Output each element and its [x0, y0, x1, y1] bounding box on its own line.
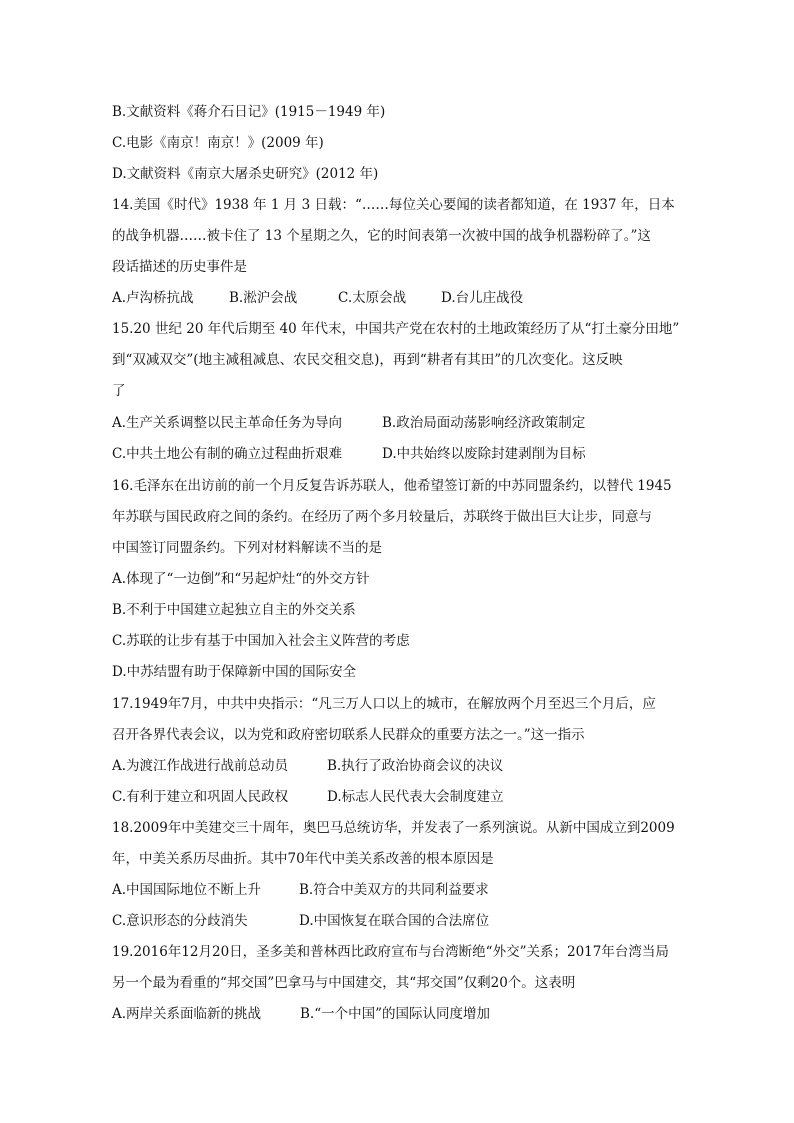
- q16-option-a: A.体现了“一边倒”和“另起炉灶“的外交方针: [112, 571, 370, 587]
- q15-option-c: C.中共土地公有制的确立过程曲折艰难: [112, 446, 343, 462]
- q18-option-a: A.中国国际地位不断上升: [112, 882, 262, 898]
- q19-option-b: B.“一个中国”的国际认同度增加: [300, 1006, 491, 1022]
- q19-option-a: A.两岸关系面临新的挑战: [112, 1006, 262, 1022]
- q17-stem-line-1: 17.1949年7月，中共中央指示：“凡三万人口以上的城市，在解放两个月至迟三个月后，应: [112, 696, 656, 712]
- q17-option-d: D.标志人民代表大会制度建立: [327, 789, 504, 805]
- q14-option-a: A.卢沟桥抗战: [112, 290, 194, 306]
- q18-option-c: C.意识形态的分歧消失: [112, 913, 248, 929]
- q19-stem-line-2: 另一个最为看重的“邦交国”巴拿马与中国建交，其“邦交国”仅剩20个。这表明: [112, 975, 576, 991]
- q15-option-b: B.政治局面动荡影响经济政策制定: [382, 415, 586, 431]
- q14-option-c: C.太原会战: [338, 290, 407, 306]
- q19-stem-line-1: 19.2016年12月20日，圣多美和普林西比政府宣布与台湾断绝“外交”关系；2017年台湾当局: [112, 944, 669, 960]
- q14-stem-line-1: 14.美国《时代》1938 年 1 月 3 日载：“……每位关心要闻的读者都知道，在 1937 年，日本: [112, 197, 675, 213]
- q16-stem-line-2: 年苏联与国民政府之间的条约。在经历了两个多月较量后，苏联终于做出巨大让步，同意与: [112, 509, 652, 525]
- q13-option-b: B.文献资料《蒋介石日记》(1915－1949 年): [112, 104, 386, 120]
- q15-stem-line-3: 了: [112, 383, 126, 399]
- q14-stem-line-2: 的战争机器……被卡住了 13 个星期之久，它的时间表第一次被中国的战争机器粉碎了。”这: [112, 228, 651, 244]
- q14-option-d: D.台儿庄战役: [441, 290, 524, 306]
- q17-option-c: C.有利于建立和巩固人民政权: [112, 789, 289, 805]
- q18-option-b: B.符合中美双方的共同利益要求: [299, 882, 489, 898]
- q17-option-a: A.为渡江作战进行战前总动员: [112, 758, 289, 774]
- q18-stem-line-2: 年，中美关系历尽曲折。其中70年代中美关系改善的根本原因是: [112, 851, 494, 867]
- q15-stem-line-1: 15.20 世纪 20 年代后期至 40 年代末，中国共产党在农村的土地政策经历了从“打土豪分田地”: [112, 321, 680, 337]
- q14-option-b: B.淞沪会战: [229, 290, 298, 306]
- q17-stem-line-2: 召开各界代表会议，以为党和政府密切联系人民群众的重要方法之一。”这一指示: [112, 727, 585, 743]
- q16-option-d: D.中苏结盟有助于保障新中国的国际安全: [112, 664, 357, 680]
- q15-option-d: D.中共始终以废除封建剥削为目标: [382, 446, 586, 462]
- q18-stem-line-1: 18.2009年中美建交三十周年，奥巴马总统访华，并发表了一系列演说。从新中国成立到2009: [112, 820, 675, 836]
- q17-option-b: B.执行了政治协商会议的决议: [327, 758, 504, 774]
- q15-option-a: A.生产关系调整以民主革命任务为导向: [112, 415, 343, 431]
- q16-stem-line-1: 16.毛泽东在出访前的前一个月反复告诉苏联人，他希望签订新的中苏同盟条约，以替代 1945: [112, 478, 672, 494]
- q16-option-b: B.不利于中国建立起独立自主的外交关系: [112, 602, 356, 618]
- q16-stem-line-3: 中国签订同盟条约。下列对材料解读不当的是: [112, 540, 382, 556]
- q13-option-d: D.文献资料《南京大屠杀史研究》(2012 年): [112, 166, 379, 182]
- q16-option-c: C.苏联的让步有基于中国加入社会主义阵营的考虑: [112, 633, 410, 649]
- q14-stem-line-3: 段话描述的历史事件是: [112, 259, 247, 275]
- q18-option-d: D.中国恢复在联合国的合法席位: [299, 913, 490, 929]
- q13-option-c: C.电影《南京！南京！》(2009 年): [112, 135, 324, 151]
- q15-stem-line-2: 到“双减双交”(地主减租减息、农民交租交息)，再到“耕者有其田”的几次变化。这反映: [112, 352, 623, 368]
